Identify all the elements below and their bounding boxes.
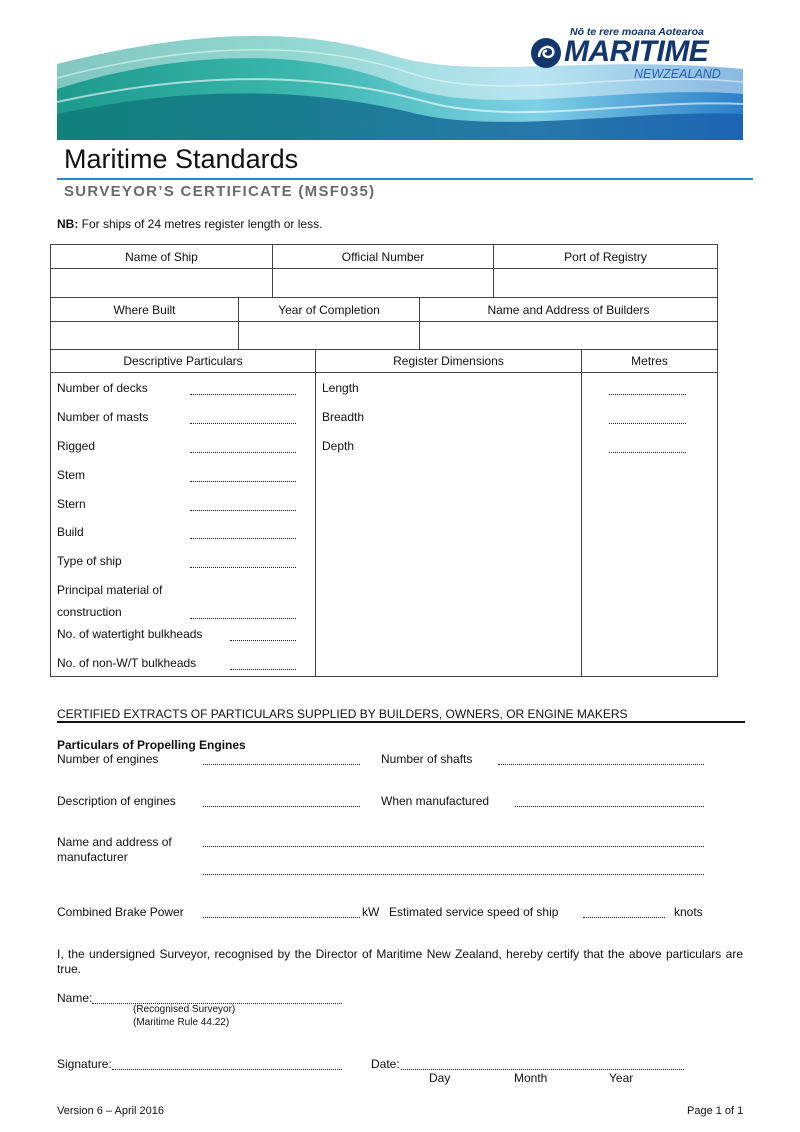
build-table <box>50 297 718 350</box>
rigged-field[interactable] <box>190 452 296 453</box>
stem-label: Stem <box>57 468 86 482</box>
watertight-bulkheads-field[interactable] <box>230 640 296 641</box>
name-label: Name: <box>57 991 93 1005</box>
year-of-completion-field[interactable] <box>239 322 420 350</box>
number-of-shafts-field[interactable] <box>498 764 704 765</box>
combined-brake-power-label: Combined Brake Power <box>57 905 184 919</box>
when-manufactured-field[interactable] <box>515 806 704 807</box>
number-of-decks-label: Number of decks <box>57 381 148 395</box>
estimated-speed-label: Estimated service speed of ship <box>389 905 559 919</box>
port-of-registry-field[interactable] <box>494 269 718 298</box>
ship-identity-table <box>50 244 718 298</box>
type-of-ship-label: Type of ship <box>57 554 122 568</box>
depth-label: Depth <box>322 439 355 453</box>
name-of-ship-field[interactable] <box>51 269 273 298</box>
header-register-dimensions: Register Dimensions <box>316 350 582 373</box>
knots-unit: knots <box>674 905 703 919</box>
builders-field[interactable] <box>420 322 718 350</box>
build-label: Build <box>57 525 84 539</box>
page-title: Maritime Standards <box>64 144 299 174</box>
build-field[interactable] <box>190 538 296 539</box>
header-year-of-completion: Year of Completion <box>239 298 420 322</box>
month-label: Month <box>514 1071 548 1085</box>
official-number-field[interactable] <box>273 269 494 298</box>
date-label: Date: <box>371 1057 400 1071</box>
depth-metres-field[interactable] <box>609 452 686 453</box>
rigged-label: Rigged <box>57 439 96 453</box>
watertight-bulkheads-label: No. of watertight bulkheads <box>57 627 203 641</box>
page-subtitle: SURVEYOR’S CERTIFICATE (MSF035) <box>64 183 376 200</box>
footer-version: Version 6 – April 2016 <box>57 1105 165 1117</box>
combined-brake-power-field[interactable] <box>203 917 360 918</box>
title-divider <box>57 178 753 180</box>
maritime-rule-note: (Maritime Rule 44.22) <box>133 1017 230 1028</box>
nb-text: For ships of 24 metres register length or less. <box>78 217 323 231</box>
manufacturer-field-line1[interactable] <box>203 846 704 847</box>
number-of-decks-field[interactable] <box>190 394 296 395</box>
type-of-ship-field[interactable] <box>190 567 296 568</box>
non-wt-bulkheads-label: No. of non-W/T bulkheads <box>57 656 197 670</box>
manufacturer-label-line1: Name and address of <box>57 835 172 849</box>
length-label: Length <box>322 381 359 395</box>
number-of-masts-label: Number of masts <box>57 410 149 424</box>
where-built-field[interactable] <box>51 322 239 350</box>
nb-label: NB: <box>57 217 79 231</box>
header-metres: Metres <box>582 350 718 373</box>
number-of-masts-field[interactable] <box>190 423 296 424</box>
breadth-label: Breadth <box>322 410 365 424</box>
date-field[interactable] <box>401 1069 684 1070</box>
signature-label: Signature: <box>57 1057 112 1071</box>
nb-note <box>57 217 322 231</box>
header-name-address-builders: Name and Address of Builders <box>420 298 718 322</box>
propelling-engines-heading: Particulars of Propelling Engines <box>57 738 246 752</box>
logo-emblem-icon <box>530 37 562 69</box>
manufacturer-label-line2: manufacturer <box>57 850 128 864</box>
breadth-metres-field[interactable] <box>609 423 686 424</box>
metres-column <box>582 373 718 677</box>
description-of-engines-label: Description of engines <box>57 794 176 808</box>
number-of-engines-field[interactable] <box>203 764 360 765</box>
stem-field[interactable] <box>190 481 296 482</box>
declaration-text: I, the undersigned Surveyor, recognised by the Director of Maritime New Zealand, hereby certify that the above particulars are true. <box>57 947 743 976</box>
when-manufactured-label: When manufactured <box>381 794 490 808</box>
stern-field[interactable] <box>190 510 296 511</box>
principal-material-label: Principal material of <box>57 583 163 597</box>
number-of-engines-label: Number of engines <box>57 752 159 766</box>
kw-unit: kW <box>362 905 380 919</box>
certified-extracts-heading: CERTIFIED EXTRACTS OF PARTICULARS SUPPLIED BY BUILDERS, OWNERS, OR ENGINE MAKERS <box>57 707 628 721</box>
recognised-surveyor-note: (Recognised Surveyor) <box>133 1004 236 1015</box>
stern-label: Stern <box>57 497 86 511</box>
principal-material-field[interactable] <box>190 618 296 619</box>
logo-sub: NEWZEALAND <box>634 67 721 81</box>
number-of-shafts-label: Number of shafts <box>381 752 473 766</box>
header-where-built: Where Built <box>51 298 239 322</box>
day-label: Day <box>429 1071 451 1085</box>
non-wt-bulkheads-field[interactable] <box>230 669 296 670</box>
section-divider <box>57 721 745 723</box>
maritime-logo <box>530 22 744 84</box>
estimated-speed-field[interactable] <box>583 917 665 918</box>
description-of-engines-field[interactable] <box>203 806 360 807</box>
header-port-of-registry: Port of Registry <box>494 245 718 269</box>
year-label: Year <box>609 1071 634 1085</box>
signature-field[interactable] <box>112 1069 342 1070</box>
logo-main: MARITIME <box>564 35 709 68</box>
construction-label: construction <box>57 605 122 619</box>
logo-tagline: Nō te rere moana Aotearoa <box>570 26 704 38</box>
header-descriptive-particulars: Descriptive Particulars <box>51 350 316 373</box>
length-metres-field[interactable] <box>609 394 686 395</box>
header-name-of-ship: Name of Ship <box>51 245 273 269</box>
header-official-number: Official Number <box>273 245 494 269</box>
manufacturer-field-line2[interactable] <box>203 874 704 875</box>
footer-page-number: Page 1 of 1 <box>687 1105 744 1117</box>
